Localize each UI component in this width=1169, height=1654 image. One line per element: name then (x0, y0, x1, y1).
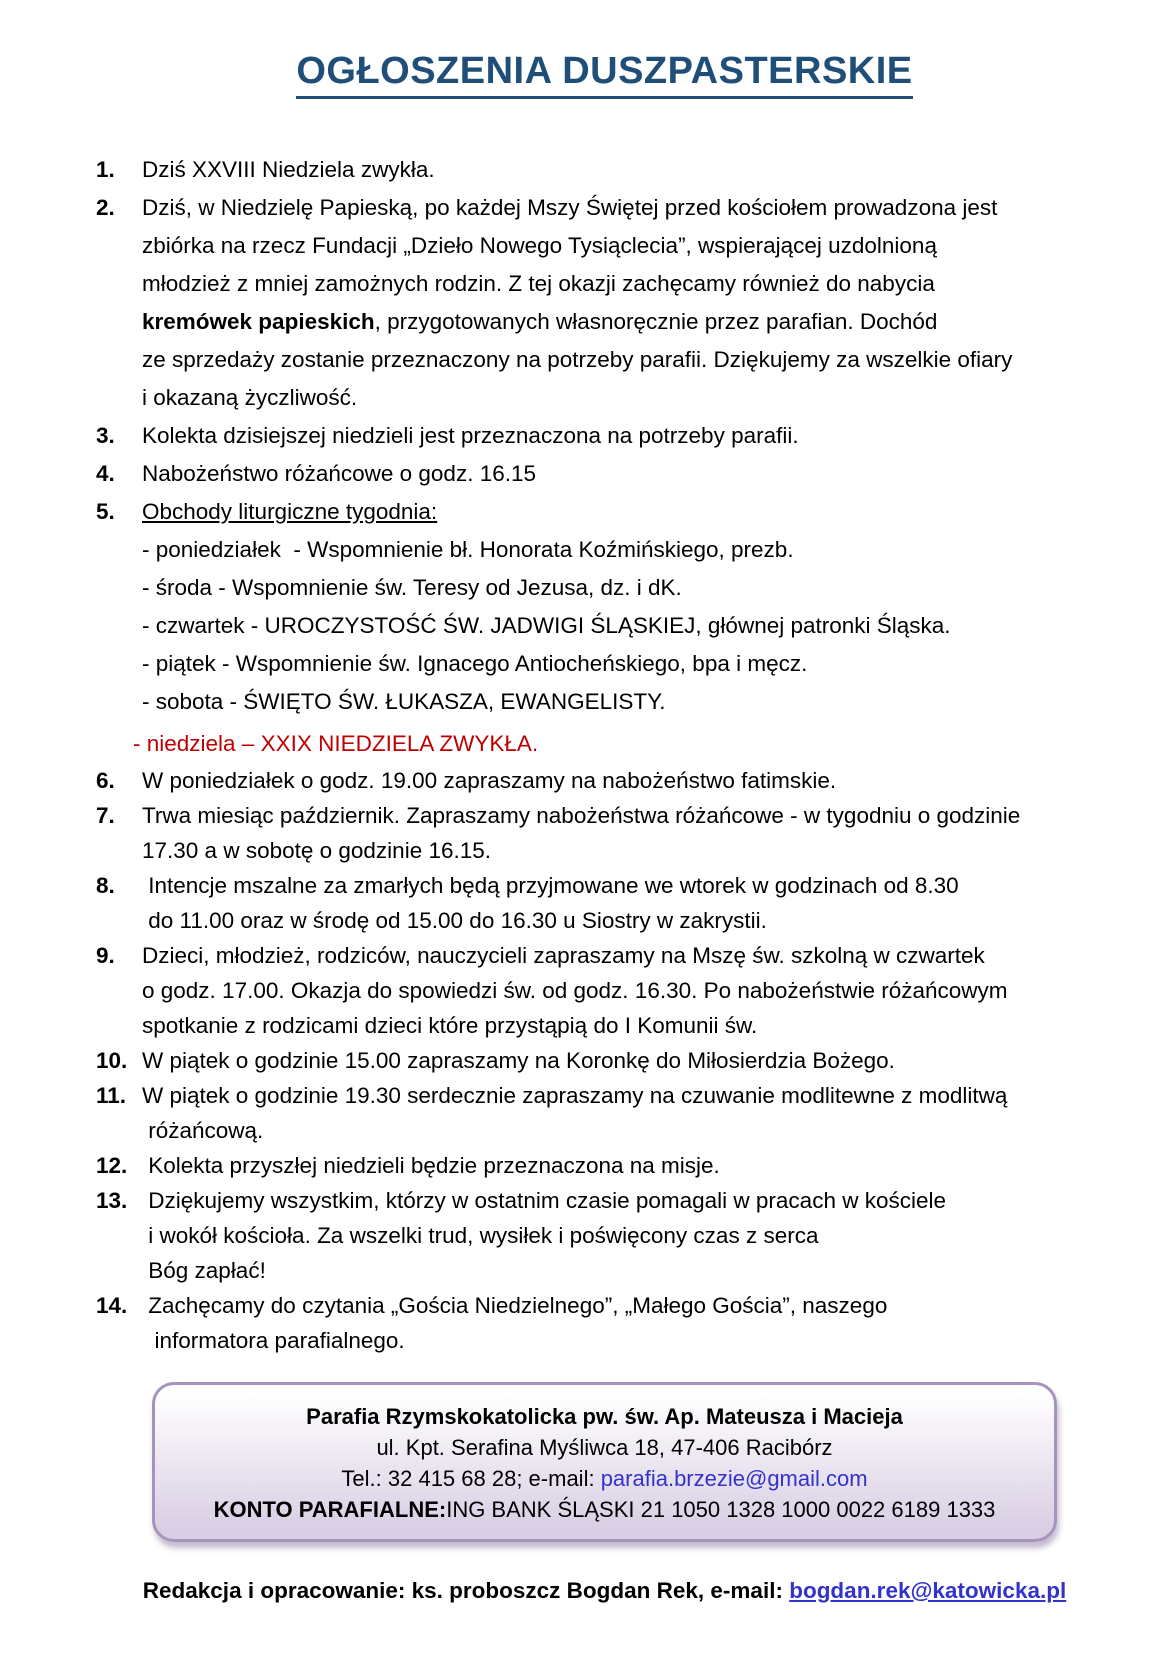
announcement-line (142, 227, 1113, 265)
announcement-line (142, 569, 1113, 607)
text-run: , przygotowanych własnoręcznie przez parafian. Dochód (374, 309, 938, 334)
announcement-line (142, 1148, 1113, 1183)
text-run: Bóg zapłać! (142, 1258, 266, 1283)
item-content (133, 493, 1113, 763)
announcement-line (142, 973, 1113, 1008)
parish-info-box (152, 1382, 1057, 1542)
text-run: kremówek papieskich (142, 309, 375, 334)
item-content (142, 1288, 1113, 1358)
announcement-line (142, 903, 1113, 938)
announcement-item (96, 1183, 1113, 1288)
parish-tel-label: Tel.: 32 415 68 28; e-mail: (341, 1466, 601, 1491)
text-run: Kolekta dzisiejszej niedzieli jest przeznaczona na potrzeby parafii. (142, 423, 799, 448)
announcement-line (142, 607, 1113, 645)
text-run: różańcową. (142, 1118, 264, 1143)
page-title-text: OGŁOSZENIA DUSZPASTERSKIE (296, 50, 912, 99)
announcement-item (96, 189, 1113, 417)
item-number: 8. (96, 873, 115, 898)
announcement-item (96, 938, 1113, 1043)
text-run: spotkanie z rodzicami dzieci które przystąpią do I Komunii św. (142, 1013, 758, 1038)
text-run: - poniedziałek - Wspomnienie bł. Honorata Koźmińskiego, prezb. (142, 537, 794, 562)
editor-footer-text: Redakcja i opracowanie: ks. proboszcz Bogdan Rek, e-mail: (142, 1578, 790, 1603)
item-content (142, 1183, 1113, 1288)
item-number: 9. (96, 943, 115, 968)
announcement-line (142, 1113, 1113, 1148)
item-number: 10. (96, 1048, 128, 1073)
announcement-line (142, 1008, 1113, 1043)
announcement-line (142, 265, 1113, 303)
announcements-list (96, 151, 1113, 1358)
announcement-line (142, 1043, 1113, 1078)
text-run: - środa - Wspomnienie św. Teresy od Jezusa, dz. i dK. (142, 575, 682, 600)
announcement-line (142, 868, 1113, 903)
text-run: Obchody liturgiczne tygodnia: (142, 499, 438, 524)
text-run: Dziś XXVIII Niedziela zwykła. (142, 157, 435, 182)
text-run: - sobota - ŚWIĘTO ŚW. ŁUKASZA, EWANGELISTY. (142, 689, 666, 714)
announcement-line (142, 1323, 1113, 1358)
text-run: i wokół kościoła. Za wszelki trud, wysiłek i poświęcony czas z serca (142, 1223, 819, 1248)
item-content (142, 868, 1113, 938)
page-title (96, 50, 1113, 99)
text-run: - czwartek - UROCZYSTOŚĆ ŚW. JADWIGI ŚLĄSKIEJ, głównej patronki Śląska. (142, 613, 951, 638)
announcement-line (142, 1253, 1113, 1288)
item-content (142, 151, 1113, 189)
announcement-line (142, 798, 1113, 833)
text-run: młodzież z mniej zamożnych rodzin. Z tej okazji zachęcamy również do nabycia (142, 271, 935, 296)
announcement-item (96, 455, 1113, 493)
item-number: 14. (96, 1293, 128, 1318)
announcement-line (142, 189, 1113, 227)
announcement-line (142, 417, 1113, 455)
text-run: Trwa miesiąc październik. Zapraszamy nabożeństwa różańcowe - w tygodniu o godzinie (142, 803, 1021, 828)
item-number: 13. (96, 1188, 128, 1213)
item-number: 6. (96, 768, 115, 793)
announcement-item (96, 1078, 1113, 1148)
item-content (142, 763, 1113, 798)
item-number: 12. (96, 1153, 128, 1178)
announcement-line (142, 1183, 1113, 1218)
announcement-line (142, 341, 1113, 379)
text-run: W piątek o godzinie 15.00 zapraszamy na Koronkę do Miłosierdzia Bożego. (142, 1048, 895, 1073)
announcement-item (96, 417, 1113, 455)
text-run: do 11.00 oraz w środę od 15.00 do 16.30 u Siostry w zakrystii. (142, 908, 767, 933)
announcement-line (142, 1078, 1113, 1113)
text-run: i okazaną życzliwość. (142, 385, 358, 410)
announcement-line (142, 531, 1113, 569)
announcement-line (142, 379, 1113, 417)
parish-address: ul. Kpt. Serafina Myśliwca 18, 47-406 Racibórz (376, 1435, 833, 1460)
text-run: zbiórka na rzecz Fundacji „Dzieło Nowego Tysiąclecia”, wspierającej uzdolnioną (142, 233, 937, 258)
announcement-item (96, 798, 1113, 868)
account-number: ING BANK ŚLĄSKI 21 1050 1328 1000 0022 6189 1333 (446, 1497, 996, 1522)
announcement-line (142, 833, 1113, 868)
announcement-line (142, 938, 1113, 973)
item-content (142, 1148, 1113, 1183)
text-run: - niedziela – XXIX NIEDZIELA ZWYKŁA. (133, 731, 539, 756)
announcement-item (96, 1148, 1113, 1183)
item-content (142, 1043, 1113, 1078)
announcement-line (142, 303, 1113, 341)
item-number: 5. (96, 499, 115, 524)
announcement-item (96, 1288, 1113, 1358)
announcement-line (142, 151, 1113, 189)
text-run: Nabożeństwo różańcowe o godz. 16.15 (142, 461, 537, 486)
item-number: 3. (96, 423, 115, 448)
announcement-line (142, 1288, 1113, 1323)
text-run: - piątek - Wspomnienie św. Ignacego Antiocheńskiego, bpa i męcz. (142, 651, 808, 676)
announcement-line (142, 455, 1113, 493)
item-number: 4. (96, 461, 115, 486)
item-number: 11. (96, 1083, 127, 1108)
announcement-item (96, 1043, 1113, 1078)
announcement-line (142, 763, 1113, 798)
text-run: W poniedziałek o godz. 19.00 zapraszamy na nabożeństwo fatimskie. (142, 768, 837, 793)
item-number: 2. (96, 195, 115, 220)
text-run: ze sprzedaży zostanie przeznaczony na potrzeby parafii. Dziękujemy za wszelkie ofiary (142, 347, 1013, 372)
text-run: Dziś, w Niedzielę Papieską, po każdej Mszy Świętej przed kościołem prowadzona jest (142, 195, 998, 220)
parish-name: Parafia Rzymskokatolicka pw. św. Ap. Mateusza i Macieja (306, 1404, 903, 1429)
account-label: KONTO PARAFIALNE: (213, 1497, 447, 1522)
item-content (142, 455, 1113, 493)
text-run: Intencje mszalne za zmarłych będą przyjmowane we wtorek w godzinach od 8.30 (142, 873, 959, 898)
announcement-item (96, 151, 1113, 189)
announcement-line (142, 645, 1113, 683)
text-run: Zachęcamy do czytania „Gościa Niedzielnego”, „Małego Gościa”, naszego (142, 1293, 888, 1318)
text-run: informatora parafialnego. (142, 1328, 405, 1353)
text-run: o godz. 17.00. Okazja do spowiedzi św. od godz. 16.30. Po nabożeństwie różańcowym (142, 978, 1008, 1003)
text-run: 17.30 a w sobotę o godzinie 16.15. (142, 838, 492, 863)
item-content (142, 938, 1113, 1043)
announcement-item (96, 868, 1113, 938)
announcement-line (142, 493, 1113, 531)
editor-footer (96, 1578, 1113, 1604)
text-run: Dzieci, młodzież, rodziców, nauczycieli zapraszamy na Mszę św. szkolną w czwartek (142, 943, 985, 968)
announcement-line (133, 725, 1113, 763)
announcement-line (142, 1218, 1113, 1253)
announcement-item (96, 493, 1113, 763)
item-content (142, 1078, 1113, 1148)
parish-contact-line (167, 1463, 1042, 1494)
text-run: W piątek o godzinie 19.30 serdecznie zapraszamy na czuwanie modlitewne z modlitwą (142, 1083, 1008, 1108)
item-content (142, 417, 1113, 455)
text-run: Kolekta przyszłej niedzieli będzie przeznaczona na misje. (142, 1153, 720, 1178)
text-run: Dziękujemy wszystkim, którzy w ostatnim czasie pomagali w pracach w kościele (142, 1188, 946, 1213)
announcement-line (142, 683, 1113, 721)
editor-email-link[interactable]: bogdan.rek@katowicka.pl (789, 1578, 1067, 1603)
announcement-item (96, 763, 1113, 798)
parish-email-link[interactable]: parafia.brzezie@gmail.com (600, 1466, 868, 1491)
item-content (142, 798, 1113, 868)
item-number: 1. (96, 157, 115, 182)
item-number: 7. (96, 803, 115, 828)
parish-account-line (167, 1494, 1042, 1525)
item-content (142, 189, 1113, 417)
